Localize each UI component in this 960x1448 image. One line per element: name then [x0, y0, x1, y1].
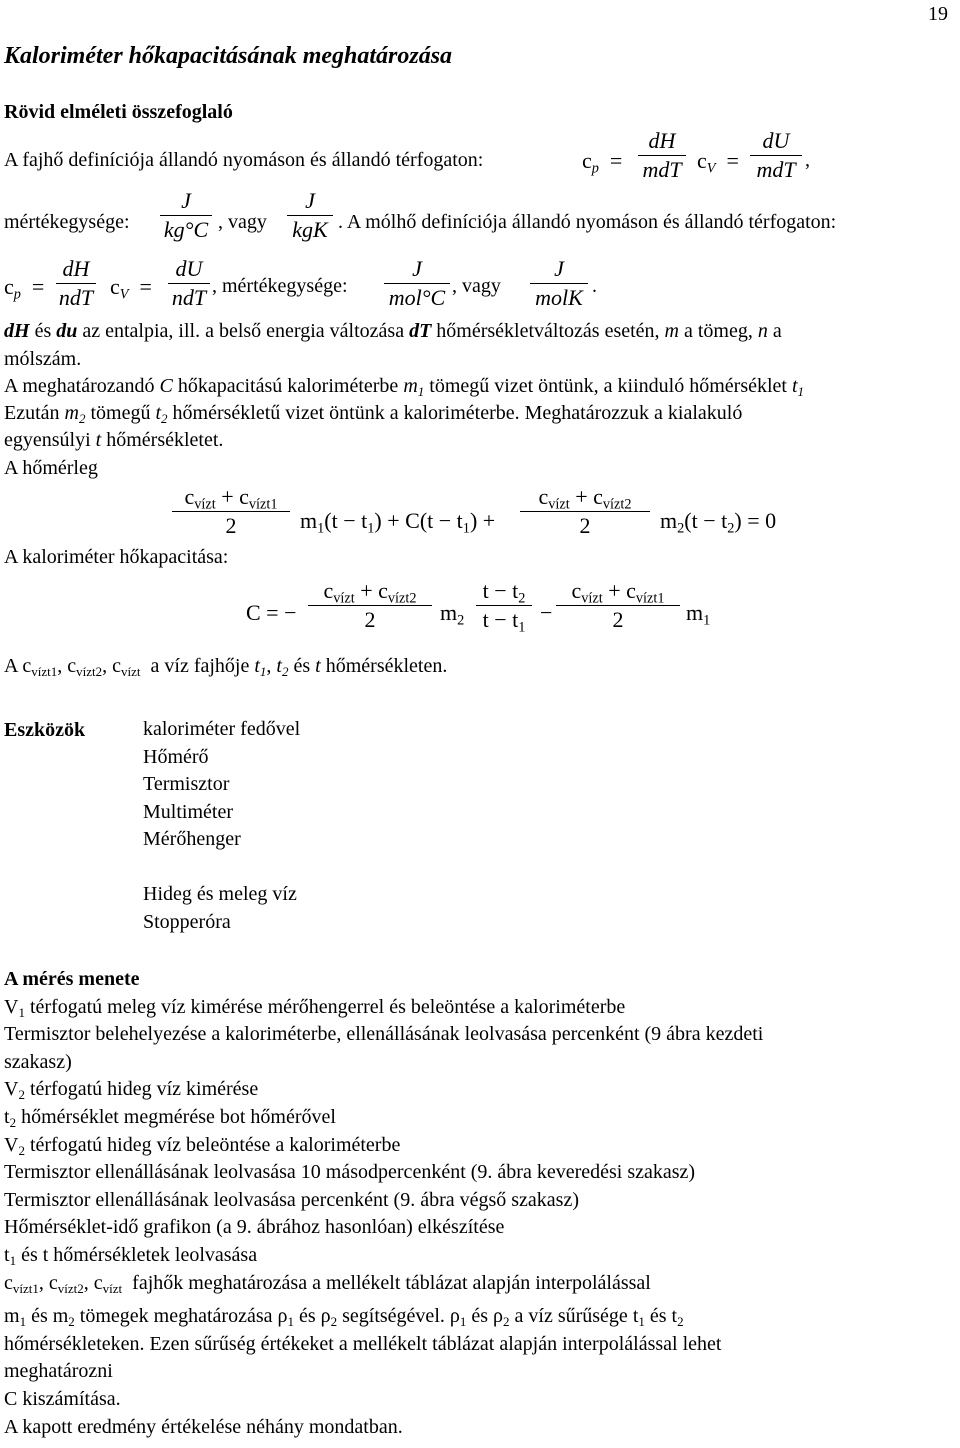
unit-fraction-jkgc: J kg°C [160, 190, 212, 241]
procedure-step: Termisztor ellenállásának leolvasása percenként (9. ábra végső szakasz) [4, 1188, 579, 1211]
units-label: mértékegysége: [4, 211, 130, 233]
heat-capacity-label: A kaloriméter hőkapacitása: [4, 546, 229, 568]
procedure-step: $c_{vízt1}$, $c_{vízt2}$, $c_{vízt}$ fajhők meghatározása a mellékelt táblázat alapján interpolálással [4, 1271, 651, 1296]
procedure-step: $V_2$ térfogatú hideg víz beleöntése a kaloriméterbe [4, 1133, 401, 1158]
c-m1: $m_1$ [686, 600, 711, 629]
unit-fraction-jmolk: J molK [530, 258, 588, 309]
procedure-step: Termisztor ellenállásának leolvasása 10 másodpercenként (9. ábra keveredési szakasz) [4, 1161, 696, 1184]
procedure-step: hőmérsékleteken. Ezen sűrűség értékeket a mellékelt táblázat alapján interpolálással lehet [4, 1332, 722, 1355]
c-m2: $m_2$ [440, 600, 465, 629]
procedure-step: C kiszámítása. [4, 1387, 121, 1410]
list-item [143, 854, 300, 882]
list-item: Hideg és meleg víz [143, 883, 297, 905]
equipment-list [143, 716, 300, 936]
page-title: Kaloriméter hőkapacitásának meghatározása [4, 43, 453, 69]
section-heading-theory: Rövid elméleti összefoglaló [4, 101, 233, 123]
list-item: kaloriméter fedővel [143, 718, 301, 740]
procedure-section [4, 966, 954, 1441]
molar-units-label: , mértékegysége: [212, 275, 348, 297]
molszam-text: mólszám. [4, 348, 82, 370]
balance-term-1: $m_1(t - t_1) + C(t - t_1)$ + [300, 508, 496, 537]
page-number: 19 [928, 3, 948, 25]
procedure-step: $t_1$ és t hőmérsékletek leolvasása [4, 1243, 258, 1268]
procedure-step: Termisztor belehelyezése a kaloriméterbe, ellenállásának leolvasása percenként (9 ábra kezdeti [4, 1023, 764, 1046]
balance-fraction-1: $c_{vízt} + c_{vízt1}$ 2 [172, 486, 290, 537]
cv-symbol: $c_V$ = [697, 148, 739, 177]
period: . [592, 275, 597, 297]
paragraph-line-3: egyensúlyi t hőmérsékletet. [4, 429, 224, 451]
procedure-step: $V_2$ térfogatú hideg víz kimérése [4, 1078, 259, 1103]
procedure-step: $V_1$ térfogatú meleg víz kimérése mérőhengerrel és beleöntése a kaloriméterbe [4, 995, 626, 1020]
molar-cv-symbol: $c_V$ = [110, 274, 152, 303]
section-heading-procedure: A mérés menete [4, 968, 140, 990]
molar-cp-symbol: $c_p$ = [4, 274, 45, 303]
c-equals: C = − [246, 600, 297, 625]
c-temp-ratio: $t - t_2$ $t - t_1$ [476, 580, 532, 631]
vagy-text: , vagy [218, 211, 267, 233]
paragraph-line-1: A meghatározandó C hőkapacitású kaloriméterbe $m_1$ tömegű vizet öntünk, a kiinduló hőmérséklet $t_1$ [4, 375, 805, 399]
cp-symbol: $c_p$ = [582, 148, 623, 177]
procedure-step: Hőmérséklet-idő grafikon (a 9. ábrához hasonlóan) elkészítése [4, 1216, 505, 1239]
procedure-step: meghatározni [4, 1360, 113, 1383]
list-item: Hőmérő [143, 745, 209, 768]
molar-heat-definition-text: . A mólhő definíciója állandó nyomáson és állandó térfogaton: [338, 211, 837, 233]
unit-fraction-jmolc: J mol°C [384, 258, 450, 309]
water-specific-heat-line: A $c_{vízt1}$, $c_{vízt2}$, $c_{vízt}$ a víz fajhője $t_1$, $t_2$ és t hőmérsékleten. [4, 655, 448, 679]
list-item: Termisztor [143, 773, 230, 795]
unit-fraction-jkgk: J kgK [287, 190, 333, 241]
c-fraction-1: $c_{vízt} + c_{vízt2}$ 2 [308, 580, 432, 631]
balance-fraction-2: $c_{vízt} + c_{vízt2}$ 2 [520, 486, 650, 537]
procedure-step: $t_2$ hőmérséklet megmérése bot hőmérővel [4, 1105, 336, 1130]
procedure-step: A kapott eredmény értékelése néhány mondatban. [4, 1415, 403, 1438]
molar-cp-fraction: dH ndT [56, 258, 96, 309]
paragraph-line-2: Ezután $m_2$ tömegű $t_2$ hőmérsékletű vizet öntünk a kaloriméterbe. Meghatározzuk a kialakuló [4, 402, 743, 426]
procedure-step: szakasz) [4, 1050, 72, 1073]
list-item: Mérőhenger [143, 828, 241, 850]
dh-explanation: dH és du az entalpia, ill. a belső energia változása dT hőmérsékletváltozás esetén, m a tömeg, n a [4, 320, 782, 342]
heat-balance-label: A hőmérleg [4, 457, 98, 479]
list-item: Stopperóra [143, 910, 231, 933]
section-heading-equipment: Eszközök [4, 719, 86, 741]
c-minus: − [540, 600, 553, 625]
comma: , [805, 149, 810, 171]
balance-term-2: $m_2(t - t_2) = 0$ [660, 508, 777, 537]
c-fraction-2: $c_{vízt} + c_{vízt1}$ 2 [556, 580, 680, 631]
molar-cv-fraction: dU ndT [168, 258, 210, 309]
list-item: Multiméter [143, 800, 233, 823]
cp-fraction: dH mdT [638, 130, 686, 181]
specific-heat-definition-text: A fajhő definíciója állandó nyomáson és állandó térfogaton: [4, 149, 484, 171]
cv-fraction: dU mdT [750, 130, 802, 181]
procedure-step: $m_1$ és $m_2$ tömegek meghatározása $\rho_1$ és $\rho_2$ segítségével. $\rho_1$ és $\rho_2$ a víz sűrűsége $t_1$ és $t_2$ [4, 1305, 684, 1330]
molar-vagy-text: , vagy [452, 275, 501, 297]
